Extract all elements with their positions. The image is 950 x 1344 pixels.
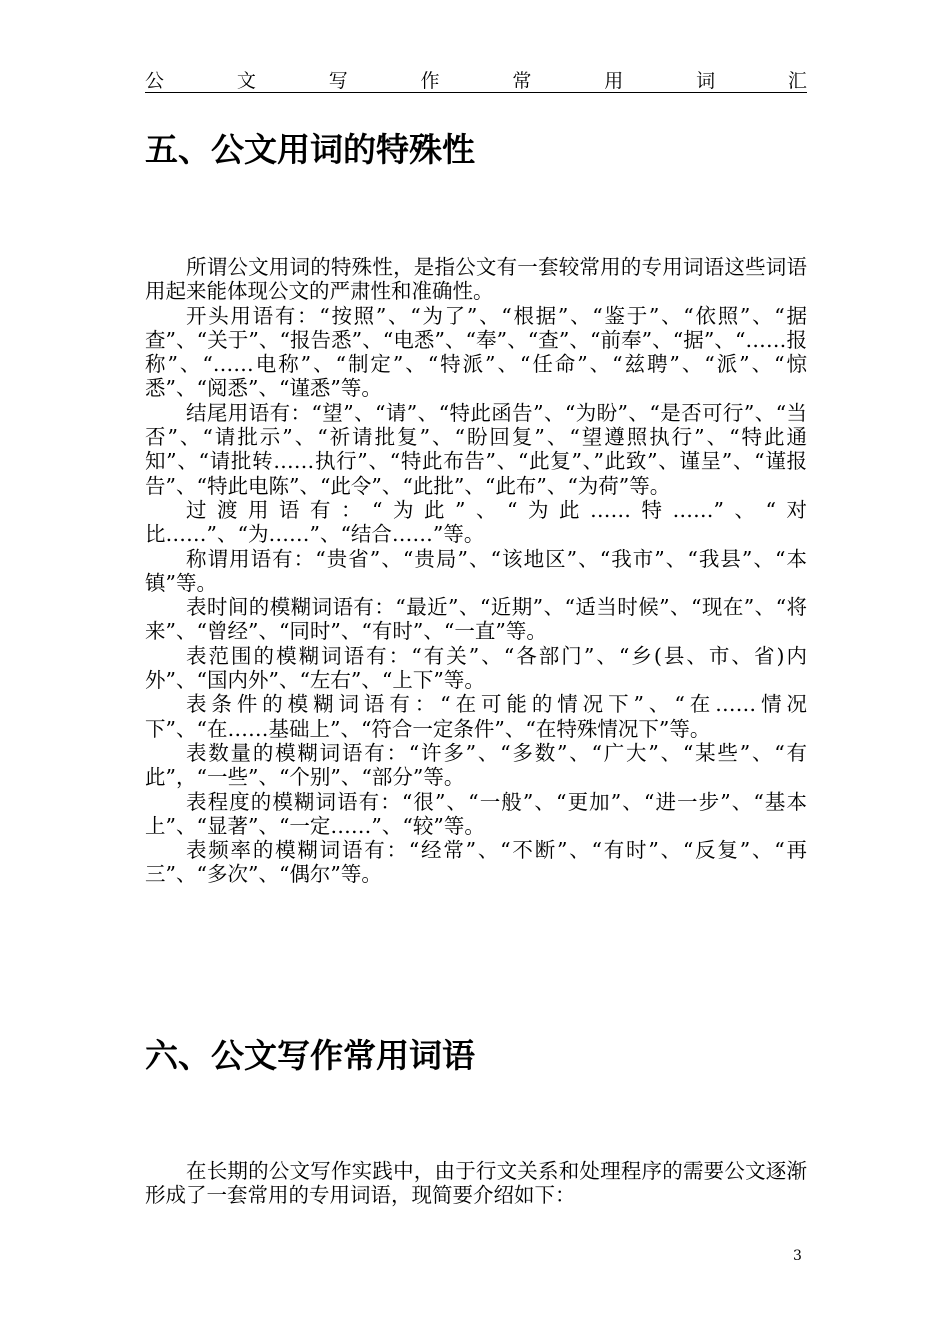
section-title: 五、公文用词的特殊性 xyxy=(145,130,475,169)
page-header xyxy=(145,66,807,93)
paragraph: 所谓公文用词的特殊性，是指公文有一套较常用的专用词语这些词语用起来能体现公文的严肃性和准确性。 xyxy=(145,255,807,304)
section-title: 六、公文写作常用词语 xyxy=(145,1036,475,1075)
header-char: 公 xyxy=(145,70,165,92)
header-char: 作 xyxy=(420,70,440,92)
paragraph: 表数量的模糊词语有：“许多”、“多数”、“广大”、“某些”、“有此”，“一些”、“个别”、“部分”等。 xyxy=(145,740,807,790)
section-body xyxy=(145,1159,807,1208)
paragraph: 称谓用语有：“贵省”、“贵局”、“该地区”、“我市”、“我县”、“本镇”等。 xyxy=(145,546,807,595)
paragraph: 表时间的模糊词语有：“最近”、“近期”、“适当时候”、“现在”、“将来”、“曾经”、“同时”、“有时”、“一直”等。 xyxy=(145,595,807,644)
header-char: 写 xyxy=(328,70,348,92)
header-char: 常 xyxy=(512,70,532,92)
section-body xyxy=(145,255,807,887)
header-char: 用 xyxy=(604,70,624,92)
paragraph: 过渡用语有：“为此”、“为此……特……”、“对比……”、“为……”、“结合……”等。 xyxy=(145,497,807,547)
page-number: 3 xyxy=(793,1248,802,1264)
paragraph: 在长期的公文写作实践中，由于行文关系和处理程序的需要公文逐渐形成了一套常用的专用词语，现简要介绍如下： xyxy=(145,1159,807,1208)
header-char: 汇 xyxy=(787,70,807,92)
paragraph: 表范围的模糊词语有：“有关”、“各部门”、“乡(县、市、省)内外”、“国内外”、“左右”、“上下”等。 xyxy=(145,643,807,693)
header-char: 词 xyxy=(696,70,716,92)
header-char: 文 xyxy=(236,70,256,92)
paragraph: 结尾用语有：“望”、“请”、“特此函告”、“为盼”、“是否可行”、“当否”、“请批示”、“祈请批复”、“盼回复”、“望遵照执行”、“特此通知”、“请批转……执行”、“特此布告”、“此复”、”此致”、谨呈”、“谨报告”、“特此电陈”、“此令”、“此批”、“此布”、“为荷”等。 xyxy=(145,400,807,498)
paragraph: 开头用语有：“按照”、“为了”、“根据”、“鉴于”、“依照”、“据查”、“关于”、“报告悉”、“电悉”、“奉”、“查”、“前奉”、“据”、“……报称”、“……电称”、“制定”、“特派”、“任命”、“兹聘”、“派”、“惊悉”、“阅悉”、“谨悉”等。 xyxy=(145,303,807,401)
paragraph: 表条件的模糊词语有：“在可能的情况下”、“在……情况下”、“在……基础上”、“符合一定条件”、“在特殊情况下”等。 xyxy=(145,692,807,741)
paragraph: 表频率的模糊词语有：“经常”、“不断”、“有时”、“反复”、“再三”、“多次”、“偶尔”等。 xyxy=(145,838,807,887)
paragraph: 表程度的模糊词语有：“很”、“一般”、“更加”、“进一步”、“基本上”、“显著”、“一定……”、“较”等。 xyxy=(145,789,807,838)
